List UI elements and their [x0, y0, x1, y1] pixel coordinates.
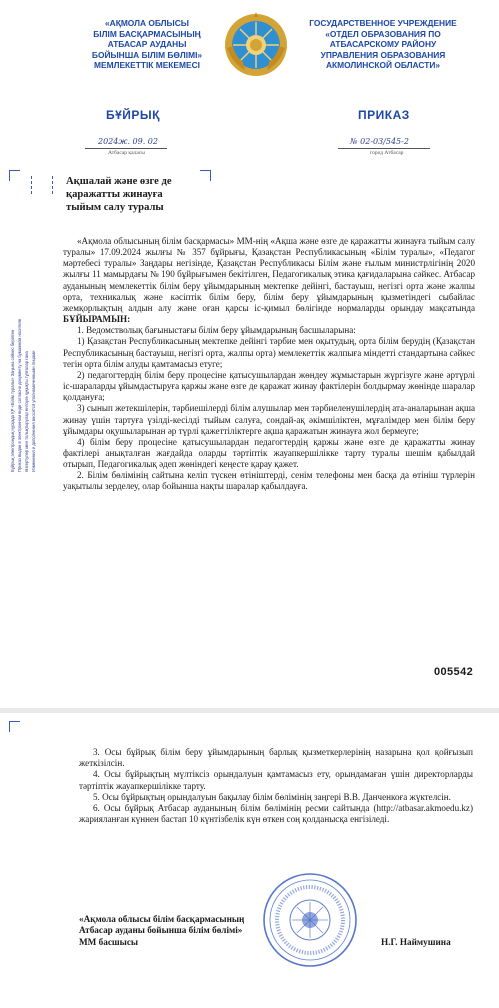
order-date: 2024ж. 09. 02 [98, 137, 158, 146]
body-paragraph: 2. Білім бөлімінің сайтына келіп түскен өтініштерді, сенім телефоны мен басқа да өтініш түрлерін уақытылы зерделеу, олар бойынша нақты шаралар қабылдауға. [63, 470, 475, 492]
form-serial-number: 005542 [434, 666, 474, 678]
side-stamp-line: Бұйрық электрондық нұсқада ҚР «Білім туралы» Заңына сәйкес берілген [10, 329, 15, 472]
corner-mark-lines [31, 176, 53, 194]
body-paragraph: 3) сынып жетекшілерін, тәрбиешілерді білім алушылар мен тәрбиеленушілердің ата-аналарынан ақша жинау үшін тартуға үзілді-кесілді тыйым салуға, сондай-ақ әкімшіліктен, мұғалімдер мен білім беру ұйымдары оқушыларынан әр түрлі қажеттіліктерге ақша қаражатын жинауға жол бермеуге; [63, 403, 475, 436]
order-number: № 02-03/545-2 [350, 137, 409, 146]
place-kazakh: Атбасар қаласы [108, 150, 145, 156]
body-paragraph: 1. Ведомстволық бағыныстағы білім беру ұйымдарының басшыларына: [77, 325, 356, 336]
side-stamp-line: Изменения и дополнения вносятся уполномоченными лицами [31, 350, 36, 472]
body-paragraph: 4) білім беру процесіне қатысушылардан педагогтердің қаржы және өзге де қаражатты жинау фактілері анықталған жағдайда оларды тәртіптік жауапкершілікке тарту туралы шешім қабылдай отырып, Педагогикалық әдеп жөніндегі кеңесте қарау қажет. [63, 436, 475, 470]
preamble-text: «Ақмола облысының білім басқармасы» ММ-нің «Ақша және өзге де қаражатты жинауға тыйым салу туралы» 17.09.2024 жылғы № 357 бұйрығы, Қазақстан Республикасының «Білім туралы», «Педагог мәртебесі туралы» Заңдары негізінде, Қазақстан Республикасы Білім және ғылым министрлігінің 2020 жылғы 11 мамырдағы № 190 бұйрығымен бекітілген, Педагогикалық этика қағидаларына сәйкес. Атбасар ауданының мемлекеттік білім беру ұйымдарының мектепке дейінгі, бастауыш, негізгі орта және жалпы орта, техникалық және кәсіптік білім беру, білім беру ұйымдарының қызметіндегі сыбайлас жемқорлықтың алдын алу және оған қарсы іс-қимыл бөлігінде нормаларды орындау мақсатында [63, 236, 475, 313]
body-paragraph: 4. Осы бұйрықтың мүлтіксіз орындалуын қамтамасыз ету, орындамаған үшін директорларды тәртіптік жауапкершілікке тарту. [79, 769, 473, 791]
number-underline [338, 148, 430, 149]
corner-mark [9, 170, 20, 181]
place-russian: город Атбасар [370, 150, 404, 156]
side-stamp-line: Приказ выдан в электронном виде согласно документу на бумажном носителе [17, 318, 22, 472]
doc-type-russian: ПРИКАЗ [358, 108, 410, 122]
side-stamp-line: Өзгертулер мен толықтырулар енгізуге құқықты тұлғалар ғана [24, 351, 29, 472]
order-keyword: БҰЙЫРАМЫН: [63, 314, 131, 325]
order-body-page2 [79, 747, 473, 825]
body-paragraph: 5. Осы бұйрықтың орындалуын бақылау білім бөлімінің заңгері В.В. Данченкоға жүктелсін. [93, 791, 451, 802]
signatory-position: «Ақмола облысы білім басқармасының Атбасар ауданы бойынша білім бөлімі» ММ басшысы [79, 914, 245, 947]
signatory-name: Н.Г. Наймушина [381, 937, 451, 947]
body-paragraph: 2) педагогтердің білім беру процесіне қатысушылардан жөндеу жұмыстарын жүргізуге және әртүрлі іс-шараларды ұйымдастыруға қаржы және өзге де қаражат жинау фактілерін болдырмау жөнінде шаралар қолдануға; [63, 369, 475, 403]
body-paragraph [63, 236, 475, 325]
vertical-registration-stamp [4, 232, 54, 472]
state-emblem-icon [223, 12, 289, 78]
doc-type-kazakh: БҰЙРЫҚ [106, 108, 160, 122]
org-name-russian: ГОСУДАРСТВЕННОЕ УЧРЕЖДЕНИЕ «ОТДЕЛ ОБРАЗОВАНИЯ ПО АТБАСАРСКОМУ РАЙОНУ УПРАВЛЕНИЯ ОБРАЗОВАНИЯ АКМОЛИНСКОЙ ОБЛАСТИ» [309, 18, 457, 71]
order-body-page1 [63, 236, 475, 493]
body-paragraph: 3. Осы бұйрық білім беру ұйымдарының барлық қызметкерлерінің назарына қол қойғызып жеткізілсін. [79, 747, 473, 769]
date-underline [85, 148, 167, 149]
corner-mark [9, 721, 20, 732]
org-name-kazakh: «АҚМОЛА ОБЛЫСЫ БІЛІМ БАСҚАРМАСЫНЫҢ АТБАСАР АУДАНЫ БОЙЫНША БІЛІМ БӨЛІМІ» МЕМЛЕКЕТТІК МЕКЕМЕСІ [91, 18, 203, 71]
body-paragraph: 1) Қазақстан Республикасының мектепке дейінгі тәрбие мен оқытудың, орта білім берудің (Қазақстан Республикасының бастауыш, негізгі орта, жалпы орта) мемлекеттік жалпыға міндетті стандартына сәйкес тегін орта білім алуды қамтамасыз етуге; [63, 336, 475, 369]
body-paragraph: 6. Осы бұйрық Атбасар ауданының білім бөлімінің ресми сайтында (http://atbasar.akmoedu.kz) жарияланған күннен бастап 10 күнтізбелік күн өткен соң қолданысқа енгізіледі. [79, 803, 473, 825]
document-title: Ақшалай және өзге де қаражатты жинауға тыйым салу туралы [66, 176, 172, 213]
